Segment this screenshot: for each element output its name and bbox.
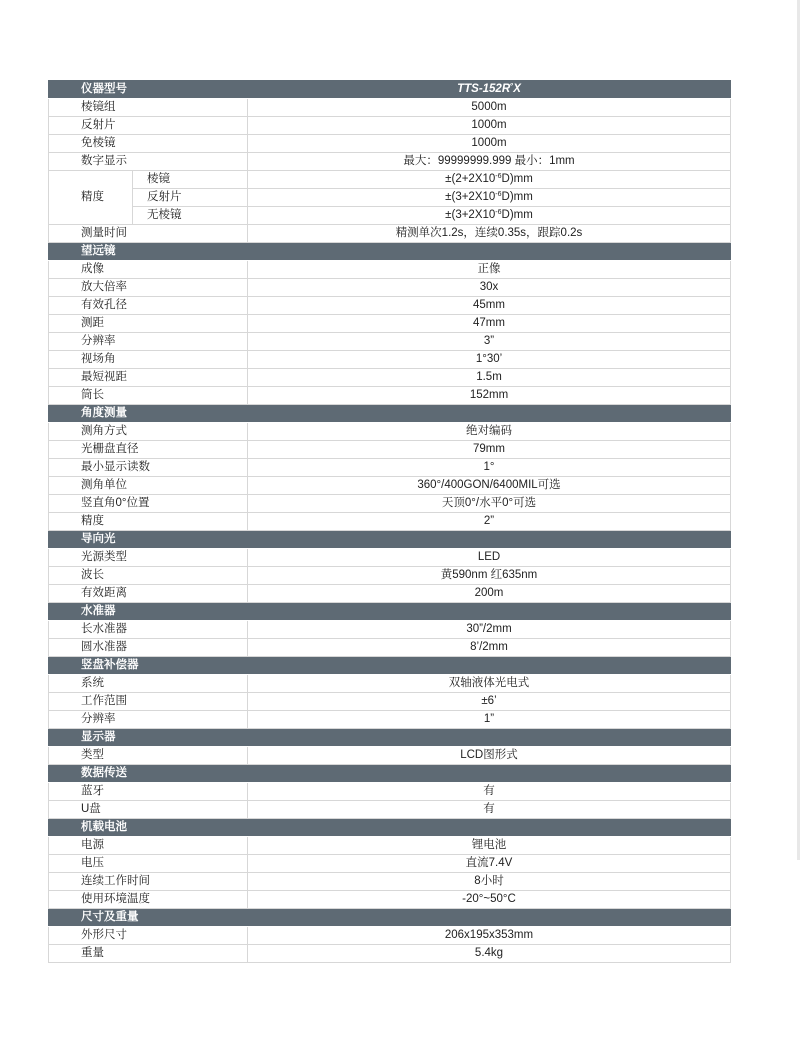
spec-label: 测角方式 — [49, 423, 248, 441]
spec-label: 竖直角0°位置 — [49, 495, 248, 513]
spec-row — [49, 297, 731, 315]
spec-row — [49, 549, 731, 567]
spec-value: ±6’ — [248, 693, 731, 711]
accuracy-suffix: D)mm — [501, 173, 533, 185]
spec-table — [48, 80, 731, 963]
section-header-row — [49, 531, 731, 549]
spec-value: 直流7.4V — [248, 855, 731, 873]
spec-label: U盘 — [49, 801, 248, 819]
spec-label: 数字显示 — [49, 153, 248, 171]
spec-row — [49, 441, 731, 459]
spec-row — [49, 927, 731, 945]
spec-value: 天顶0°/水平0°可选 — [248, 495, 731, 513]
spec-label: 有效距离 — [49, 585, 248, 603]
spec-row — [49, 675, 731, 693]
spec-row — [49, 513, 731, 531]
spec-label: 长水准器 — [49, 621, 248, 639]
spec-row — [49, 873, 731, 891]
spec-label: 重量 — [49, 945, 248, 963]
spec-value: 206x195x353mm — [248, 927, 731, 945]
spec-row — [49, 261, 731, 279]
spec-row — [49, 621, 731, 639]
spec-row — [49, 855, 731, 873]
spec-value: 2” — [248, 513, 731, 531]
accuracy-sub-label: 反射片 — [133, 189, 248, 207]
section-title: 导向光 — [49, 531, 731, 549]
spec-value: 200m — [248, 585, 731, 603]
accuracy-suffix: D)mm — [501, 191, 533, 203]
accuracy-label: 精度 — [49, 171, 133, 225]
spec-label: 电源 — [49, 837, 248, 855]
spec-label: 棱镜组 — [49, 99, 248, 117]
spec-label: 连续工作时间 — [49, 873, 248, 891]
section-header-row — [49, 765, 731, 783]
spec-table-body — [49, 81, 731, 963]
spec-value: 8小时 — [248, 873, 731, 891]
spec-row — [49, 747, 731, 765]
spec-value: 1°30’ — [248, 351, 731, 369]
spec-row — [49, 225, 731, 243]
spec-value: LCD图形式 — [248, 747, 731, 765]
spec-row — [49, 333, 731, 351]
spec-row — [49, 153, 731, 171]
spec-value: 30x — [248, 279, 731, 297]
spec-value: 精测单次1.2s，连续0.35s，跟踪0.2s — [248, 225, 731, 243]
spec-row — [49, 711, 731, 729]
spec-value: 8’/2mm — [248, 639, 731, 657]
accuracy-exponent: -6 — [495, 209, 502, 216]
spec-value: 黄590nm 红635nm — [248, 567, 731, 585]
spec-value: 最大：99999999.999 最小：1mm — [248, 153, 731, 171]
section-header-row — [49, 603, 731, 621]
spec-row — [49, 891, 731, 909]
spec-row — [49, 423, 731, 441]
section-title: 水准器 — [49, 603, 731, 621]
spec-value: 有 — [248, 801, 731, 819]
section-title: 竖盘补偿器 — [49, 657, 731, 675]
section-header-row — [49, 243, 731, 261]
accuracy-row — [49, 189, 731, 207]
spec-value: 正像 — [248, 261, 731, 279]
model-label: 仪器型号 — [49, 81, 248, 99]
accuracy-base: ±(3+2X10 — [445, 191, 496, 203]
spec-value: 1” — [248, 711, 731, 729]
spec-label: 外形尺寸 — [49, 927, 248, 945]
spec-label: 工作范围 — [49, 693, 248, 711]
spec-label: 使用环境温度 — [49, 891, 248, 909]
spec-label: 分辨率 — [49, 711, 248, 729]
spec-label: 测角单位 — [49, 477, 248, 495]
section-title: 尺寸及重量 — [49, 909, 731, 927]
accuracy-exponent: -6 — [495, 173, 502, 180]
spec-row — [49, 477, 731, 495]
section-title: 机载电池 — [49, 819, 731, 837]
spec-label: 最小显示读数 — [49, 459, 248, 477]
model-value — [248, 81, 731, 99]
spec-row — [49, 135, 731, 153]
spec-label: 精度 — [49, 513, 248, 531]
spec-value: 绝对编码 — [248, 423, 731, 441]
spec-row — [49, 369, 731, 387]
accuracy-row — [49, 207, 731, 225]
accuracy-row — [49, 171, 731, 189]
accuracy-suffix: D)mm — [501, 209, 533, 221]
spec-label: 筒长 — [49, 387, 248, 405]
spec-value: 5.4kg — [248, 945, 731, 963]
accuracy-base: ±(3+2X10 — [445, 209, 496, 221]
section-header-row — [49, 909, 731, 927]
spec-row — [49, 99, 731, 117]
spec-row — [49, 945, 731, 963]
spec-value: 1000m — [248, 117, 731, 135]
spec-value: 1000m — [248, 135, 731, 153]
spec-value: 30”/2mm — [248, 621, 731, 639]
spec-label: 有效孔径 — [49, 297, 248, 315]
spec-value: 5000m — [248, 99, 731, 117]
spec-row — [49, 585, 731, 603]
accuracy-value — [248, 189, 731, 207]
spec-label: 分辨率 — [49, 333, 248, 351]
spec-label: 测量时间 — [49, 225, 248, 243]
spec-label: 蓝牙 — [49, 783, 248, 801]
spec-label: 免棱镜 — [49, 135, 248, 153]
model-suffix: X — [513, 83, 521, 95]
spec-row — [49, 459, 731, 477]
spec-value: 有 — [248, 783, 731, 801]
spec-value: LED — [248, 549, 731, 567]
spec-value: 47mm — [248, 315, 731, 333]
spec-label: 视场角 — [49, 351, 248, 369]
spec-value: 3” — [248, 333, 731, 351]
accuracy-value — [248, 171, 731, 189]
spec-value: 锂电池 — [248, 837, 731, 855]
section-title: 角度测量 — [49, 405, 731, 423]
accuracy-value — [248, 207, 731, 225]
section-header-row — [49, 819, 731, 837]
spec-label: 测距 — [49, 315, 248, 333]
accuracy-base: ±(2+2X10 — [445, 173, 496, 185]
section-header-row — [49, 405, 731, 423]
spec-value: 45mm — [248, 297, 731, 315]
spec-value: 双轴液体光电式 — [248, 675, 731, 693]
model-header-row — [49, 81, 731, 99]
spec-row — [49, 783, 731, 801]
section-title: 显示器 — [49, 729, 731, 747]
spec-row — [49, 639, 731, 657]
accuracy-sub-label: 无棱镜 — [133, 207, 248, 225]
spec-label: 光栅盘直径 — [49, 441, 248, 459]
model-superscript: ⁰ — [510, 83, 514, 90]
section-header-row — [49, 657, 731, 675]
spec-label: 反射片 — [49, 117, 248, 135]
spec-label: 波长 — [49, 567, 248, 585]
spec-row — [49, 387, 731, 405]
spec-label: 最短视距 — [49, 369, 248, 387]
spec-label: 类型 — [49, 747, 248, 765]
section-title: 望远镜 — [49, 243, 731, 261]
spec-value: 152mm — [248, 387, 731, 405]
spec-label: 光源类型 — [49, 549, 248, 567]
accuracy-exponent: -6 — [495, 191, 502, 198]
spec-row — [49, 567, 731, 585]
spec-value: -20°~50°C — [248, 891, 731, 909]
section-title: 数据传送 — [49, 765, 731, 783]
spec-row — [49, 279, 731, 297]
spec-label: 放大倍率 — [49, 279, 248, 297]
model-name: TTS-152R — [457, 83, 511, 95]
spec-row — [49, 117, 731, 135]
accuracy-sub-label: 棱镜 — [133, 171, 248, 189]
spec-row — [49, 351, 731, 369]
spec-value: 1° — [248, 459, 731, 477]
spec-label: 成像 — [49, 261, 248, 279]
spec-row — [49, 693, 731, 711]
spec-row — [49, 837, 731, 855]
spec-row — [49, 495, 731, 513]
spec-label: 系统 — [49, 675, 248, 693]
spec-label: 圆水准器 — [49, 639, 248, 657]
spec-row — [49, 801, 731, 819]
spec-value: 1.5m — [248, 369, 731, 387]
section-header-row — [49, 729, 731, 747]
spec-value: 360°/400GON/6400MIL可选 — [248, 477, 731, 495]
spec-row — [49, 315, 731, 333]
spec-label: 电压 — [49, 855, 248, 873]
spec-value: 79mm — [248, 441, 731, 459]
